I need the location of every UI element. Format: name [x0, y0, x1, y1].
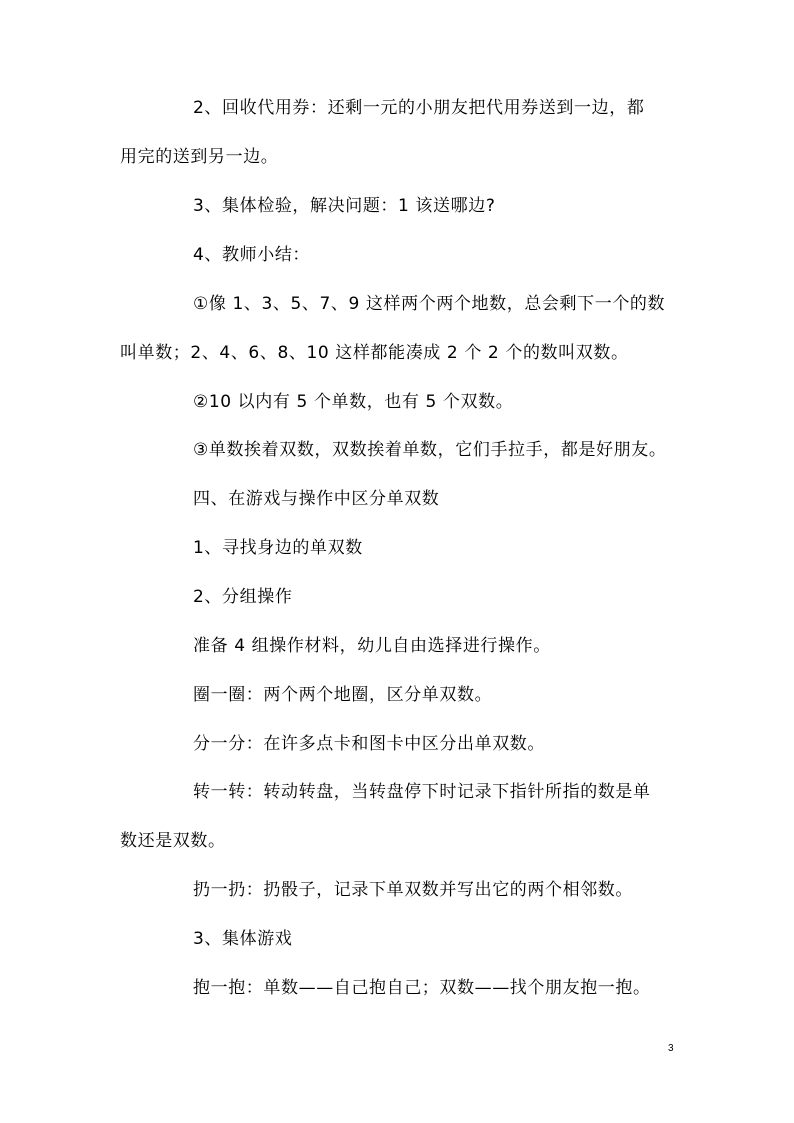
text-line-10: 1、寻找身边的单双数: [193, 538, 363, 558]
text-line-7: ②10 以内有 5 个单数，也有 5 个双数。: [193, 392, 514, 412]
section-heading: 四、在游戏与操作中区分单双数: [193, 489, 440, 509]
text-line-5: ①像 1、3、5、7、9 这样两个两个地数，总会剩下一个的数: [193, 294, 666, 314]
text-line-12: 准备 4 组操作材料，幼儿自由选择进行操作。: [193, 636, 551, 656]
page-number: 3: [668, 1043, 674, 1054]
text-line-1: 2、回收代用券：还剩一元的小朋友把代用券送到一边，都: [193, 98, 645, 118]
text-line-18: 3、集体游戏: [193, 929, 293, 949]
text-line-2: 用完的送到另一边。: [120, 147, 279, 167]
text-line-11: 2、分组操作: [193, 587, 293, 607]
text-line-3: 3、集体检验，解决问题：1 该送哪边?: [193, 196, 496, 216]
text-line-19: 抱一抱：单数——自己抱自己；双数——找个朋友抱一抱。: [193, 978, 651, 998]
text-line-13: 圈一圈：两个两个地圈，区分单双数。: [193, 685, 493, 705]
text-line-15: 转一转：转动转盘，当转盘停下时记录下指针所指的数是单: [193, 782, 651, 802]
text-line-14: 分一分：在许多点卡和图卡中区分出单双数。: [193, 734, 545, 754]
text-line-17: 扔一扔：扔骰子，记录下单双数并写出它的两个相邻数。: [193, 880, 633, 900]
text-line-16: 数还是双数。: [120, 831, 226, 851]
text-line-8: ③单数挨着双数，双数挨着单数，它们手拉手，都是好朋友。: [193, 440, 667, 460]
text-line-6: 叫单数；2、4、6、8、10 这样都能凑成 2 个 2 个的数叫双数。: [120, 343, 629, 363]
text-line-4: 4、教师小结：: [193, 245, 311, 265]
